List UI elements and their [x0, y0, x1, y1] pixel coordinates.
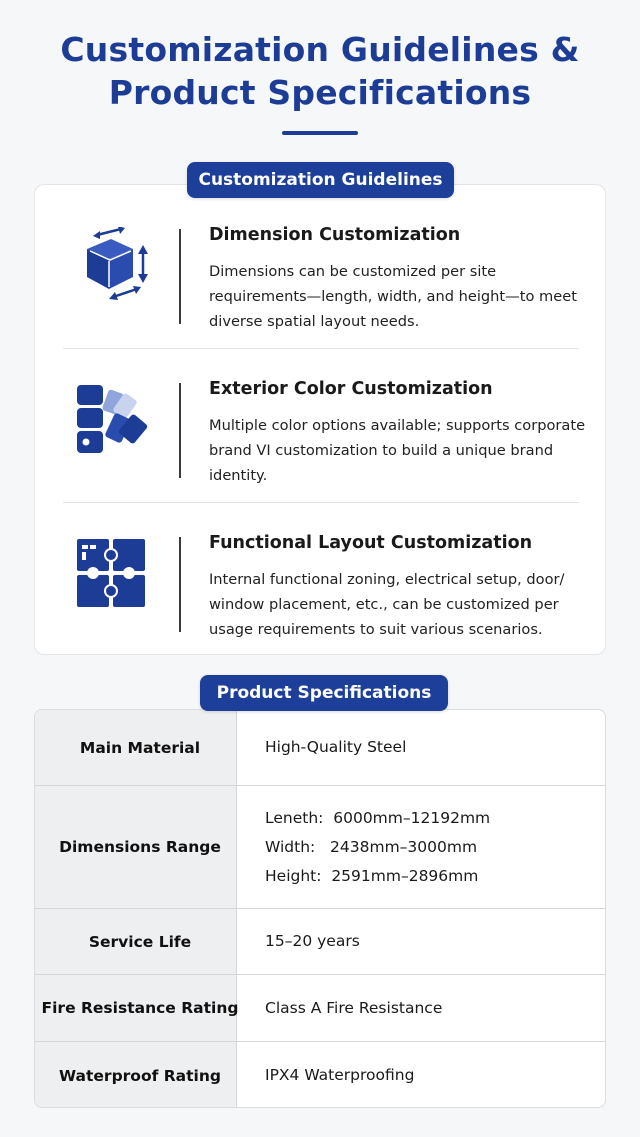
spec-label: Service Life — [88, 932, 192, 951]
guideline-title: Dimension Customization — [209, 225, 461, 245]
spec-value-text: 15–20 years — [265, 932, 360, 950]
spec-value — [265, 710, 406, 785]
guideline-title: Exterior Color Customization — [209, 379, 493, 399]
spec-value — [265, 786, 490, 908]
page-title-line-1: Customization Guidelines & — [60, 30, 580, 69]
guideline-description: Dimensions can be customized per site requirements—length, width, and height—to meet diverse spatial layout needs. — [209, 263, 577, 330]
specifications-table — [34, 709, 606, 1108]
spec-value-text: Class A Fire Resistance — [265, 998, 443, 1017]
spec-label: Fire Resistance Rating — [41, 999, 239, 1017]
title-underline — [282, 131, 358, 135]
guideline-divider — [179, 229, 181, 324]
page-title-line-2: Product Specifications — [108, 73, 532, 112]
guideline-description: Internal functional zoning, electrical setup, door/ window placement, etc., can be customized per usage requirements to suit various scenarios. — [209, 571, 565, 638]
spec-label: Waterproof Rating — [59, 1066, 221, 1085]
layout-puzzle-icon — [73, 535, 149, 611]
spec-value — [265, 975, 442, 1041]
spec-label: Main Material — [79, 738, 201, 757]
guideline-divider — [179, 537, 181, 632]
dimension-height: Height: 2591mm–2896mm — [265, 866, 479, 885]
guideline-item-dimension — [35, 185, 607, 339]
dimension-cube-icon — [73, 227, 149, 303]
dimension-length: Leneth: 6000mm–12192mm — [265, 808, 491, 827]
spec-label: Dimensions Range — [59, 838, 221, 856]
guideline-description: Multiple color options available; supports corporate brand VI customization to build a unique brand identity. — [209, 417, 586, 484]
guideline-divider — [179, 383, 181, 478]
color-swatch-icon — [73, 381, 149, 457]
guideline-title: Functional Layout Customization — [209, 533, 533, 553]
guidelines-card — [34, 184, 606, 655]
table-row — [35, 909, 606, 974]
guideline-item-layout — [35, 493, 607, 647]
table-row — [35, 975, 606, 1041]
guidelines-heading-badge: Customization Guidelines — [187, 162, 454, 198]
spec-value-text: IPX4 Waterproofing — [265, 1066, 415, 1084]
dimension-width: Width: 2438mm–3000mm — [265, 837, 478, 856]
specifications-heading-badge: Product Specifications — [200, 675, 448, 711]
table-row — [35, 710, 606, 785]
page-title — [0, 28, 640, 114]
spec-value — [265, 909, 360, 974]
table-row — [35, 1042, 606, 1108]
spec-value-text: High-Quality Steel — [265, 738, 407, 756]
table-row — [35, 786, 606, 908]
guideline-item-color — [35, 339, 607, 493]
spec-value — [265, 1042, 414, 1108]
